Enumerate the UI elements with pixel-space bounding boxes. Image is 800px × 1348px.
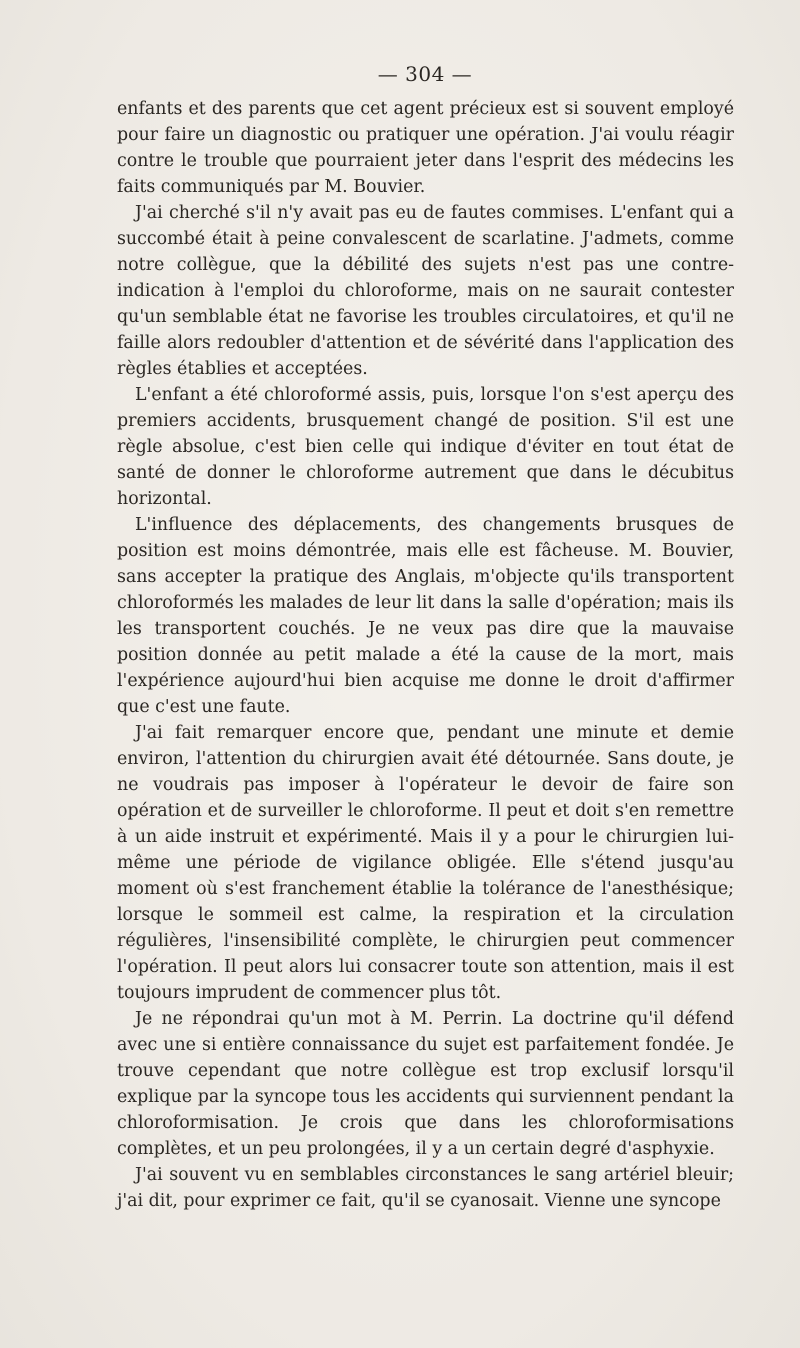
paragraph: L'enfant a été chloroformé assis, puis, lorsque l'on s'est aperçu des premiers accidents, brusquement changé de position. S'il est une règle absolue, c'est bien celle qui indique d'éviter en tout état de santé de donner le chloroforme autrement que dans le décubitus horizontal. <box>117 385 734 509</box>
paragraph: J'ai souvent vu en semblables circonstances le sang artériel bleuir; j'ai dit, pour exprimer ce fait, qu'il se cyanosait. Vienne une syncope <box>117 1165 734 1211</box>
paragraph: enfants et des parents que cet agent précieux est si souvent employé pour faire un diagnostic ou pratiquer une opération. J'ai voulu réagir contre le trouble que pourraient jeter dans l'esprit des médecins les faits communiqués par M. Bouvier. <box>117 99 734 197</box>
page-number: — 304 — <box>377 62 473 86</box>
paragraph: L'influence des déplacements, des changements brusques de position est moins démontrée, mais elle est fâcheuse. M. Bouvier, sans accepter la pratique des Anglais, m'objecte qu'ils transportent chloroformés les malades de leur lit dans la salle d'opération; mais ils les transportent couchés. Je ne veux pas dire que la mauvaise position donnée au petit malade a été la cause de la mort, mais l'expérience aujourd'hui bien acquise me donne le droit d'affirmer que c'est une faute. <box>117 515 734 717</box>
paragraph: Je ne répondrai qu'un mot à M. Perrin. La doctrine qu'il défend avec une si entière connaissance du sujet est parfaitement fondée. Je trouve cependant que notre collègue est trop exclusif lorsqu'il explique par la syncope tous les accidents qui surviennent pendant la chloroformisation. Je crois que dans les chloroformisations complètes, et un peu prolongées, il y a un certain degré d'asphyxie. <box>117 1009 734 1159</box>
paragraph: J'ai fait remarquer encore que, pendant une minute et demie environ, l'attention du chirurgien avait été détournée. Sans doute, je ne voudrais pas imposer à l'opérateur le devoir de faire son opération et de surveiller le chloroforme. Il peut et doit s'en remettre à un aide instruit et expérimenté. Mais il y a pour le chirurgien lui-même une période de vigilance obligée. Elle s'étend jusqu'au moment où s'est franchement établie la tolérance de l'anesthésique; lorsque le sommeil est calme, la respiration et la circulation régulières, l'insensibilité complète, le chirurgien peut commencer l'opération. Il peut alors lui consacrer toute son attention, mais il est toujours imprudent de commencer plus tôt. <box>117 723 734 1003</box>
paragraph: J'ai cherché s'il n'y avait pas eu de fautes commises. L'enfant qui a succombé était à peine convalescent de scarlatine. J'admets, comme notre collègue, que la débilité des sujets n'est pas une contre-indication à l'emploi du chloroforme, mais on ne saurait contester qu'un semblable état ne favorise les troubles circulatoires, et qu'il ne faille alors redoubler d'attention et de sévérité dans l'application des règles établies et acceptées. <box>117 203 734 379</box>
body-text <box>117 96 734 1214</box>
